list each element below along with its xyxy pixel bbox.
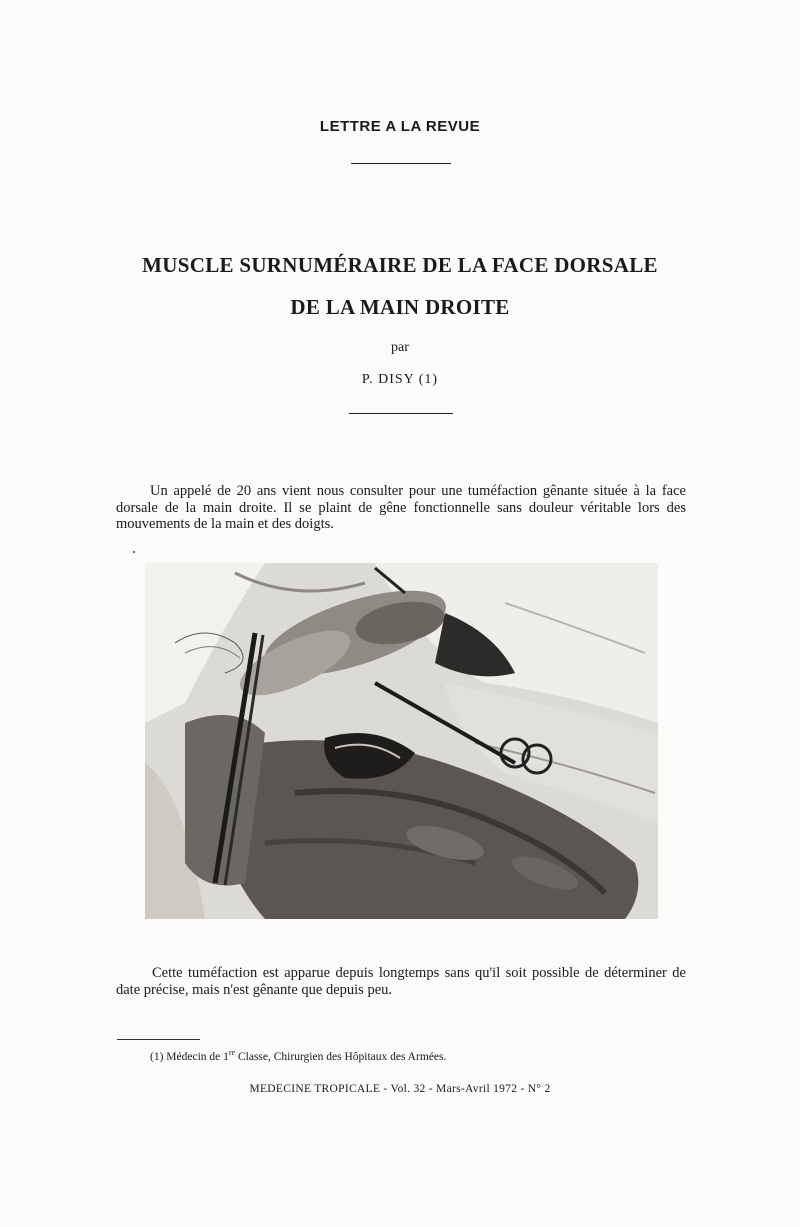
author-name: P. DISY (1)	[361, 372, 439, 387]
footnote-suffix: Classe, Chirurgien des Hôpitaux des Armées.	[235, 1050, 447, 1063]
scan-speck	[133, 551, 135, 553]
footnote-divider	[117, 1039, 200, 1040]
article-title-line-1: MUSCLE SURNUMÉRAIRE DE LA FACE DORSALE	[142, 253, 658, 277]
surgical-photo	[145, 563, 658, 919]
footnote-superscript: re	[228, 1048, 236, 1057]
paragraph-history: Cette tuméfaction est apparue depuis longtemps sans qu'il soit possible de déterminer de date précise, mais n'est gênante que depuis peu.	[116, 965, 686, 998]
footnote-prefix: (1) Médecin de 1	[150, 1050, 229, 1063]
author-divider	[349, 413, 453, 414]
journal-footer: MEDECINE TROPICALE - Vol. 32 - Mars-Avril 1972 - N° 2	[249, 1083, 551, 1095]
heading-divider	[351, 163, 451, 164]
byline-par: par	[391, 340, 409, 355]
surgical-photo-graphic	[145, 563, 658, 919]
section-heading: LETTRE A LA REVUE	[319, 118, 481, 135]
footnote	[150, 1048, 446, 1063]
paragraph-intro: Un appelé de 20 ans vient nous consulter pour une tuméfaction gênante située à la face dorsale de la main droite. Il se plaint de gêne fonctionnelle sans douleur véritable lors des mouvements de la main et des doigts.	[116, 483, 686, 532]
article-title-line-2: DE LA MAIN DROITE	[290, 295, 510, 319]
